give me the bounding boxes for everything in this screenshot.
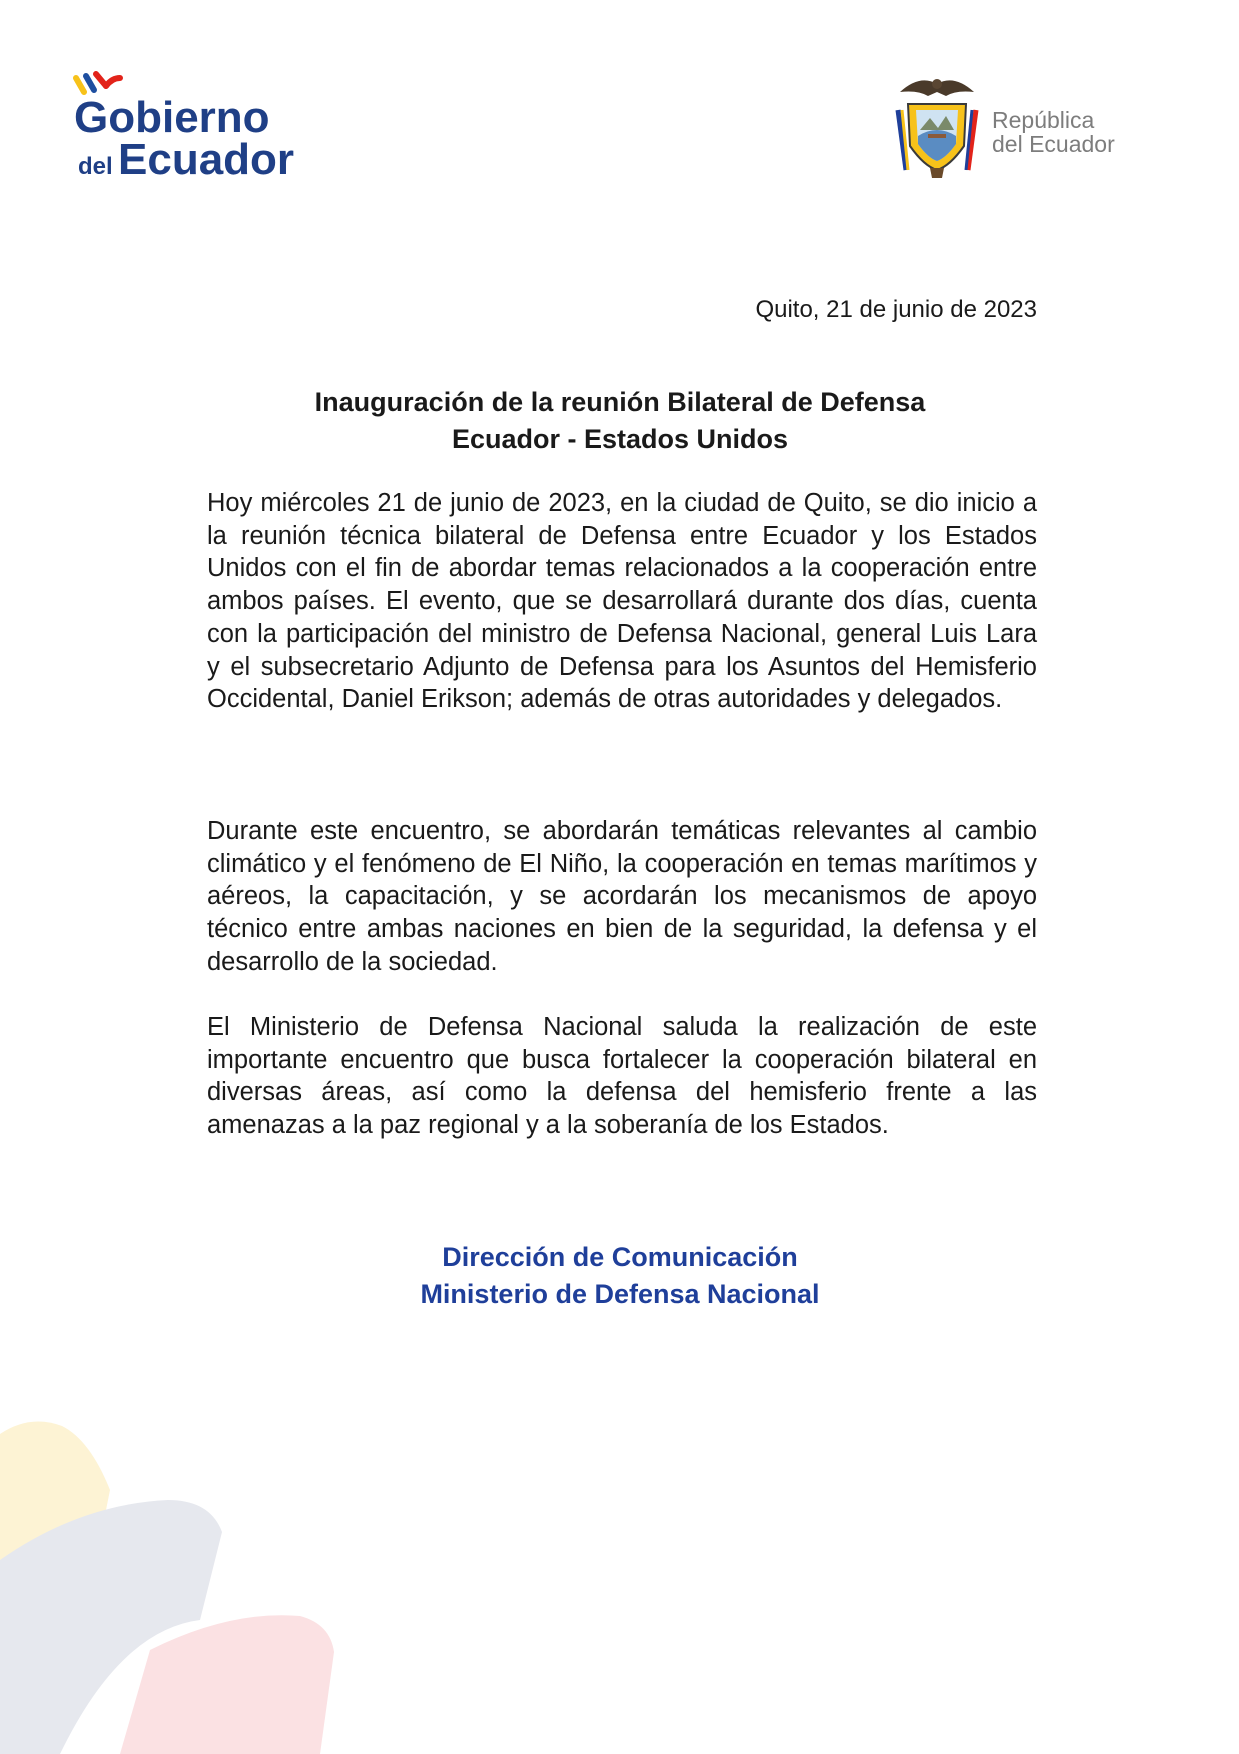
republica-logo-line1: República [992, 107, 1095, 133]
logo-v-yellow-stroke [76, 78, 84, 92]
title-line-2: Ecuador - Estados Unidos [451, 424, 789, 454]
body-paragraph-2: Durante este encuentro, se abordarán temáticas relevantes al cambio climático y el fenómeno de El Niño, la cooperación en temas marítimos y aéreos, la capacitación, y se acordarán los mecanismos de apoyo técnico entre ambas naciones en bien de la seguridad, la defensa y el desarrollo de la sociedad. [207, 817, 1037, 976]
gobierno-logo-svg [72, 70, 312, 190]
republica-logo-text [992, 108, 1115, 156]
logo-v-red-tail [106, 78, 120, 86]
logo-v-blue-stroke [86, 76, 94, 90]
title-line-1: Inauguración de la reunión Bilateral de Defensa [314, 387, 926, 417]
body-paragraph-1: Hoy miércoles 21 de junio de 2023, en la ciudad de Quito, se dio inicio a la reunión técnica bilateral de Defensa entre Ecuador y los Estados Unidos con el fin de abordar temas relacionados a la cooperación entre ambos países. El evento, que se desarrollará durante dos días, cuenta con la participación del ministro de Defensa Nacional, general Luis Lara y el subsecretario Adjunto de Defensa para los Asuntos del Hemisferio Occidental, Daniel Erikson; además de otras autoridades y delegados. [207, 489, 1037, 714]
republica-del-ecuador-logo [890, 70, 1140, 185]
signature-line-1: Dirección de Comunicación [442, 1242, 798, 1272]
signature-line-2: Ministerio de Defensa Nacional [420, 1279, 820, 1309]
republica-logo-line2: del Ecuador [992, 131, 1115, 157]
gobierno-del-ecuador-logo [72, 70, 312, 190]
logo-ecuador-text: Ecuador [118, 135, 295, 184]
document-title [200, 384, 1040, 458]
coat-of-arms-icon [890, 70, 985, 185]
document-date: Quito, 21 de junio de 2023 [755, 296, 1037, 323]
logo-del-text: del [78, 153, 113, 180]
logo-gobierno-text: Gobierno [74, 93, 270, 142]
signature-block [200, 1239, 1040, 1313]
body-paragraph-3: El Ministerio de Defensa Nacional saluda la realización de este importante encuentro que busca fortalecer la cooperación bilateral en diversas áreas, así como la defensa del hemisferio frente a las amenazas a la paz regional y a la soberanía de los Estados. [207, 1013, 1037, 1140]
decorative-watermark [0, 1420, 360, 1754]
